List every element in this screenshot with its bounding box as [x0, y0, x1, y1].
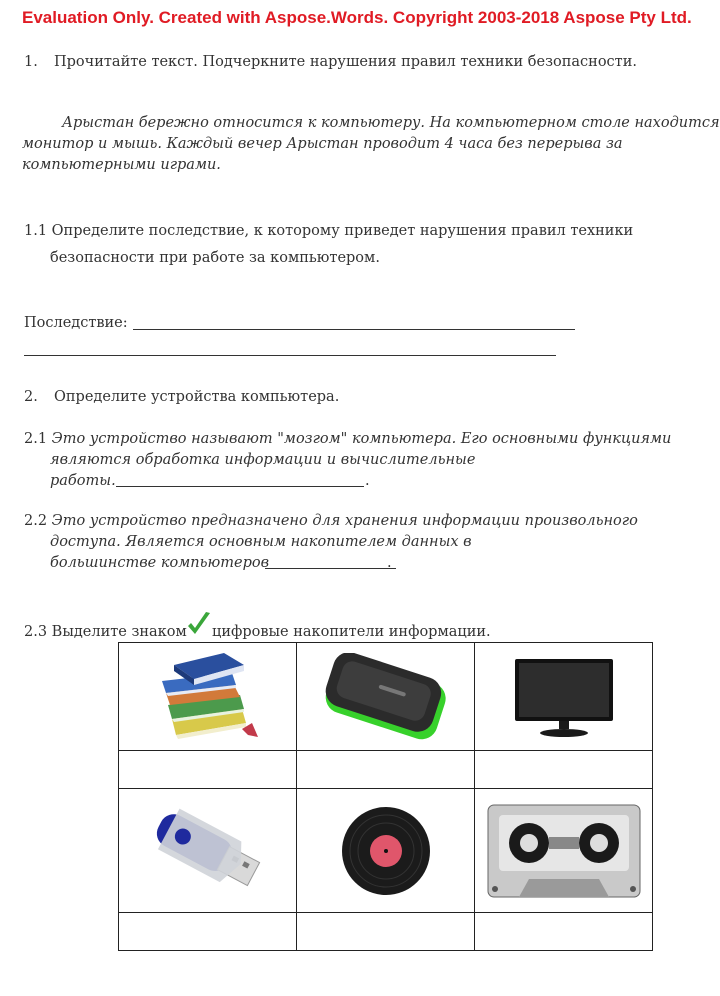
books-icon — [148, 649, 268, 745]
task-2 — [24, 387, 339, 408]
task-1-1-line-1: Определите последствие, к которому приведет нарушения правил техники — [51, 223, 634, 239]
external-hard-drive-icon — [316, 653, 456, 741]
story-line-2: монитор и мышь. Каждый вечер Арыстан проводит 4 часа без перерыва за — [22, 136, 623, 152]
checkmark-icon — [186, 610, 212, 638]
usb-flash-drive-cell — [119, 789, 297, 913]
task-2-2-number: 2.2 — [24, 513, 48, 529]
task-2-3-after: цифровые накопители информации. — [212, 624, 491, 640]
monitor-cell — [475, 643, 653, 751]
task-2-1-number: 2.1 — [24, 431, 48, 447]
consequence-answer-line-1[interactable] — [133, 329, 575, 330]
task-2-2-line-3: большинстве компьютеров — [50, 555, 270, 571]
task-2-1-line-1: Это устройство называют "мозгом" компьютера. Его основными функциями — [51, 431, 672, 447]
task-2-1-period: . — [365, 473, 370, 489]
task-1-1-line-2: безопасности при работе за компьютером. — [50, 250, 380, 266]
answer-cell-books[interactable] — [119, 751, 297, 789]
task-1-number: 1. — [24, 54, 38, 70]
task-1 — [24, 52, 637, 73]
task-2-1-line-3: работы. — [50, 473, 116, 489]
external-hard-drive-cell — [297, 643, 475, 751]
task-2-3-number: 2.3 — [24, 624, 48, 640]
vinyl-record-cell — [297, 789, 475, 913]
story-line-3: компьютерными играми. — [22, 157, 221, 173]
answer-cell-hard-drive[interactable] — [297, 751, 475, 789]
vinyl-record-icon — [336, 801, 436, 901]
consequence-answer-line-2[interactable] — [24, 355, 556, 356]
answer-cell-usb[interactable] — [119, 913, 297, 951]
task-2-1 — [24, 429, 671, 450]
task-2-number: 2. — [24, 389, 38, 405]
task-2-3 — [24, 622, 187, 643]
task-2-2-line-1: Это устройство предназначено для хранения информации произвольного — [51, 513, 638, 529]
task-2-2 — [24, 511, 638, 532]
task-1-1-number: 1.1 — [24, 223, 48, 239]
answer-cell-cassette[interactable] — [475, 913, 653, 951]
task-2-2-period: . — [387, 555, 392, 571]
task-1-1 — [24, 221, 633, 242]
usb-flash-drive-icon — [133, 799, 283, 903]
task-2-1-answer-line[interactable] — [116, 486, 364, 487]
books-cell — [119, 643, 297, 751]
aspose-watermark: Evaluation Only. Created with Aspose.Words. Copyright 2003-2018 Aspose Pty Ltd. — [22, 8, 692, 27]
cassette-tape-cell — [475, 789, 653, 913]
story-line-1: Арыстан бережно относится к компьютеру. На компьютерном столе находится — [62, 115, 720, 131]
table-row — [119, 913, 653, 951]
consequence-label: Последствие: — [24, 315, 128, 331]
task-2-2-answer-line[interactable] — [265, 568, 396, 569]
cassette-tape-icon — [485, 801, 643, 901]
task-2-text: Определите устройства компьютера. — [54, 389, 340, 405]
storage-devices-table — [118, 642, 653, 951]
table-row — [119, 789, 653, 913]
table-row — [119, 643, 653, 751]
table-row — [119, 751, 653, 789]
answer-cell-vinyl[interactable] — [297, 913, 475, 951]
task-2-2-line-2: доступа. Является основным накопителем данных в — [50, 534, 472, 550]
task-2-3-before: Выделите знаком — [51, 624, 187, 640]
monitor-icon — [509, 655, 619, 739]
answer-cell-monitor[interactable] — [475, 751, 653, 789]
task-2-1-line-2: являются обработка информации и вычислительные — [50, 452, 476, 468]
task-1-text: Прочитайте текст. Подчеркните нарушения правил техники безопасности. — [54, 54, 637, 70]
